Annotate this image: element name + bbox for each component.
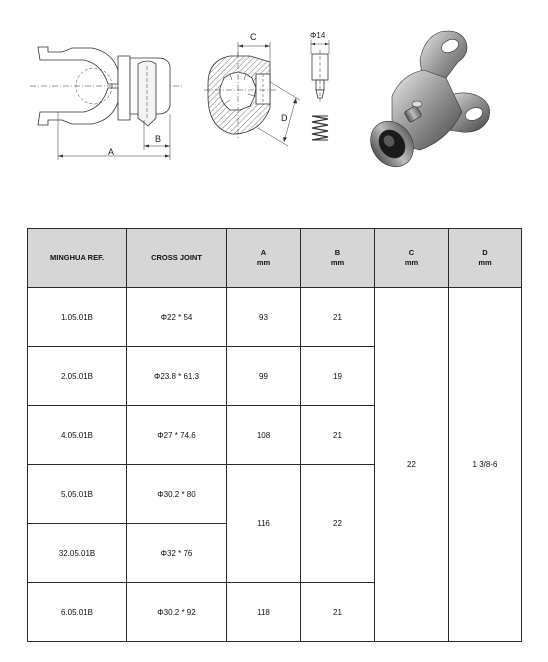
cell-a: 118 (227, 583, 301, 642)
cell-ref: 32.05.01B (28, 524, 127, 583)
technical-drawings (0, 0, 548, 200)
column-header-cross-joint: CROSS JOINT (127, 229, 227, 288)
table-row (28, 288, 522, 347)
cell-d-merged: 1 3/8-6 (449, 288, 522, 642)
cell-a: 99 (227, 347, 301, 406)
cell-b: 21 (301, 406, 375, 465)
yoke-drawing-svg (0, 0, 548, 200)
cell-cross-joint: Φ23.8 * 61.3 (127, 347, 227, 406)
cell-ref: 2.05.01B (28, 347, 127, 406)
cell-c-merged: 22 (375, 288, 449, 642)
cell-a-merged: 116 (227, 465, 301, 583)
cell-cross-joint: Φ27 * 74.6 (127, 406, 227, 465)
cell-b-merged: 22 (301, 465, 375, 583)
specification-table (27, 228, 522, 642)
cell-a: 93 (227, 288, 301, 347)
cell-ref: 4.05.01B (28, 406, 127, 465)
pin-diameter-label: Φ14 (310, 31, 326, 40)
dimension-label-d: D (281, 113, 288, 123)
cell-cross-joint: Φ30.2 * 80 (127, 465, 227, 524)
cell-b: 21 (301, 288, 375, 347)
cell-b: 19 (301, 347, 375, 406)
cell-cross-joint: Φ30.2 * 92 (127, 583, 227, 642)
dimension-label-c: C (250, 32, 257, 42)
cell-ref: 6.05.01B (28, 583, 127, 642)
cell-ref: 5.05.01B (28, 465, 127, 524)
cell-ref: 1.05.01B (28, 288, 127, 347)
lock-pin-and-spring (311, 40, 329, 140)
yoke-product-render (362, 31, 490, 175)
dimension-label-b: B (155, 134, 162, 144)
cell-cross-joint: Φ32 * 76 (127, 524, 227, 583)
yoke-section-view (204, 42, 300, 146)
cell-cross-joint: Φ22 * 54 (127, 288, 227, 347)
column-header-b: B mm (301, 229, 375, 288)
column-header-d: D mm (449, 229, 522, 288)
column-header-c: C mm (375, 229, 449, 288)
column-header-ref: MINGHUA REF. (28, 229, 127, 288)
dimension-label-a: A (108, 147, 115, 157)
cell-a: 108 (227, 406, 301, 465)
cell-b: 21 (301, 583, 375, 642)
column-header-a: A mm (227, 229, 301, 288)
table-header-row (28, 229, 522, 288)
